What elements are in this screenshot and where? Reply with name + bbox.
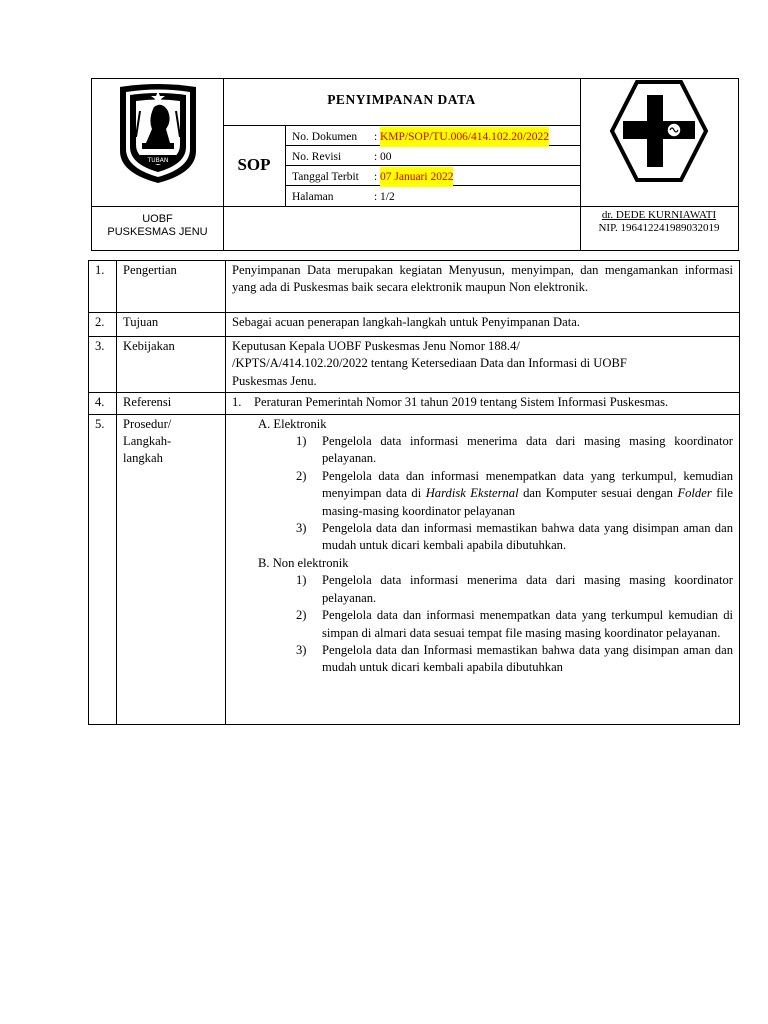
org-line-2: PUSKESMAS JENU <box>107 226 208 238</box>
row-label <box>117 414 226 724</box>
reference-item <box>232 394 733 411</box>
doc-info-date <box>292 167 454 187</box>
policy-line: Puskesmas Jenu. <box>232 373 317 388</box>
item-number: 3) <box>296 642 307 657</box>
health-ministry-logo <box>609 79 709 184</box>
separator: : <box>374 191 378 203</box>
signer-nip: NIP. 196412241989032019 <box>598 222 720 234</box>
item-number: 1) <box>296 573 307 588</box>
row-number: 5. <box>89 414 117 724</box>
item-text: Pengelola data informasi menerima data dari masing masing koordinator pelayanan. <box>322 434 733 466</box>
page-value: 1/2 <box>380 191 395 203</box>
row-label: Tujuan <box>117 313 226 337</box>
policy-line: Keputusan Kepala UOBF Puskesmas Jenu Nomor 188.4/ <box>232 339 520 353</box>
reference-number: 1. <box>232 395 242 410</box>
revision-label: No. Revisi <box>292 151 342 163</box>
row-number: 1. <box>89 261 117 313</box>
label-line: Langkah- <box>123 434 172 449</box>
doc-info-number <box>292 127 550 147</box>
divider <box>92 206 738 207</box>
item-text-part: dan Komputer sesuai dengan <box>518 486 678 501</box>
signer-block <box>580 209 738 235</box>
item-text-emphasis: Hardisk Eksternal <box>425 486 519 501</box>
item-number: 1) <box>296 434 307 449</box>
separator: : <box>374 171 378 183</box>
item-text-part: Pengelola data dan informasi menempatkan data yang terkumpul, kemudian menyimpan data di <box>322 468 733 501</box>
separator: : <box>374 131 378 143</box>
label-line: Prosedur/ <box>123 416 172 431</box>
row-content <box>226 414 740 724</box>
item-text-part: file masing-masing koordinator pelayanan <box>322 486 733 518</box>
emblem-text: TUBAN <box>147 157 169 164</box>
table-row <box>89 393 740 414</box>
row-number: 3. <box>89 337 117 393</box>
divider <box>223 125 580 126</box>
sop-header <box>91 78 739 251</box>
table-row <box>89 261 740 313</box>
item-text: Pengelola data informasi menerima data dari masing masing koordinator pelayanan. <box>322 573 733 605</box>
reference-text: Peraturan Pemerintah Nomor 31 tahun 2019 tentang Sistem Informasi Puskesmas. <box>254 395 669 410</box>
doc-number-label: No. Dokumen <box>292 131 358 143</box>
document-title: PENYIMPANAN DATA <box>327 92 476 107</box>
item-text-emphasis: Folder <box>677 486 712 501</box>
row-number: 4. <box>89 393 117 414</box>
row-label: Referensi <box>117 393 226 414</box>
row-label: Pengertian <box>117 261 226 313</box>
table-row <box>89 337 740 393</box>
table-row <box>89 313 740 337</box>
sop-label: SOP <box>237 155 271 174</box>
date-value: 07 Januari 2022 <box>380 167 453 187</box>
signer-name: dr. DEDE KURNIAWATI <box>601 209 717 221</box>
revision-value: 00 <box>380 151 392 163</box>
policy-line: /KPTS/A/414.102.20/2022 tentang Ketersediaan Data dan Informasi di UOBF <box>232 356 627 371</box>
row-content <box>226 393 740 414</box>
item-number: 3) <box>296 521 307 536</box>
item-number: 2) <box>296 608 307 623</box>
doc-info-list <box>292 127 550 207</box>
row-content: Sebagai acuan penerapan langkah-langkah untuk Penyimpanan Data. <box>226 313 740 337</box>
row-label: Kebijakan <box>117 337 226 393</box>
doc-number-value: KMP/SOP/TU.006/414.102.20/2022 <box>380 127 549 147</box>
section-heading: B. Non elektronik <box>258 555 349 570</box>
regency-emblem-logo <box>110 81 206 185</box>
item-number: 2) <box>296 468 307 483</box>
page-label: Halaman <box>292 191 334 203</box>
row-number: 2. <box>89 313 117 337</box>
row-content <box>226 337 740 393</box>
section-heading: A. Elektronik <box>258 416 327 431</box>
list-item <box>296 572 733 607</box>
organization-name <box>92 213 223 239</box>
list-item <box>296 607 733 642</box>
item-text: Pengelola data dan Informasi memastikan bahwa data yang disimpan aman dan mudah untuk dicari kembali apabila dibutuhkan <box>322 642 733 675</box>
item-text <box>322 468 733 520</box>
item-text: Pengelola data dan informasi menempatkan data yang terkumpul kemudian di simpan di almari data sesuai tempat file masing masing koordinator pelayanan. <box>322 608 733 640</box>
row-content: Penyimpanan Data merupakan kegiatan Menyusun, menyimpan, dan mengamankan informasi yang ada di Puskesmas baik secara elektronik maupun Non elektronik. <box>226 261 740 313</box>
list-item <box>296 642 733 677</box>
doc-info-page <box>292 187 395 207</box>
item-text: Pengelola data dan informasi memastikan bahwa data yang disimpan aman dan mudah untuk dicari kembali apabila dibutuhkan. <box>322 521 733 553</box>
date-label: Tanggal Terbit <box>292 171 359 183</box>
doc-info-revision <box>292 147 392 167</box>
list-item <box>296 433 733 468</box>
list-item <box>296 468 733 520</box>
list-item <box>296 520 733 555</box>
org-line-1: UOBF <box>142 213 173 225</box>
label-line: langkah <box>123 451 163 466</box>
table-row <box>89 414 740 724</box>
sop-content-table <box>88 260 740 725</box>
separator: : <box>374 151 378 163</box>
